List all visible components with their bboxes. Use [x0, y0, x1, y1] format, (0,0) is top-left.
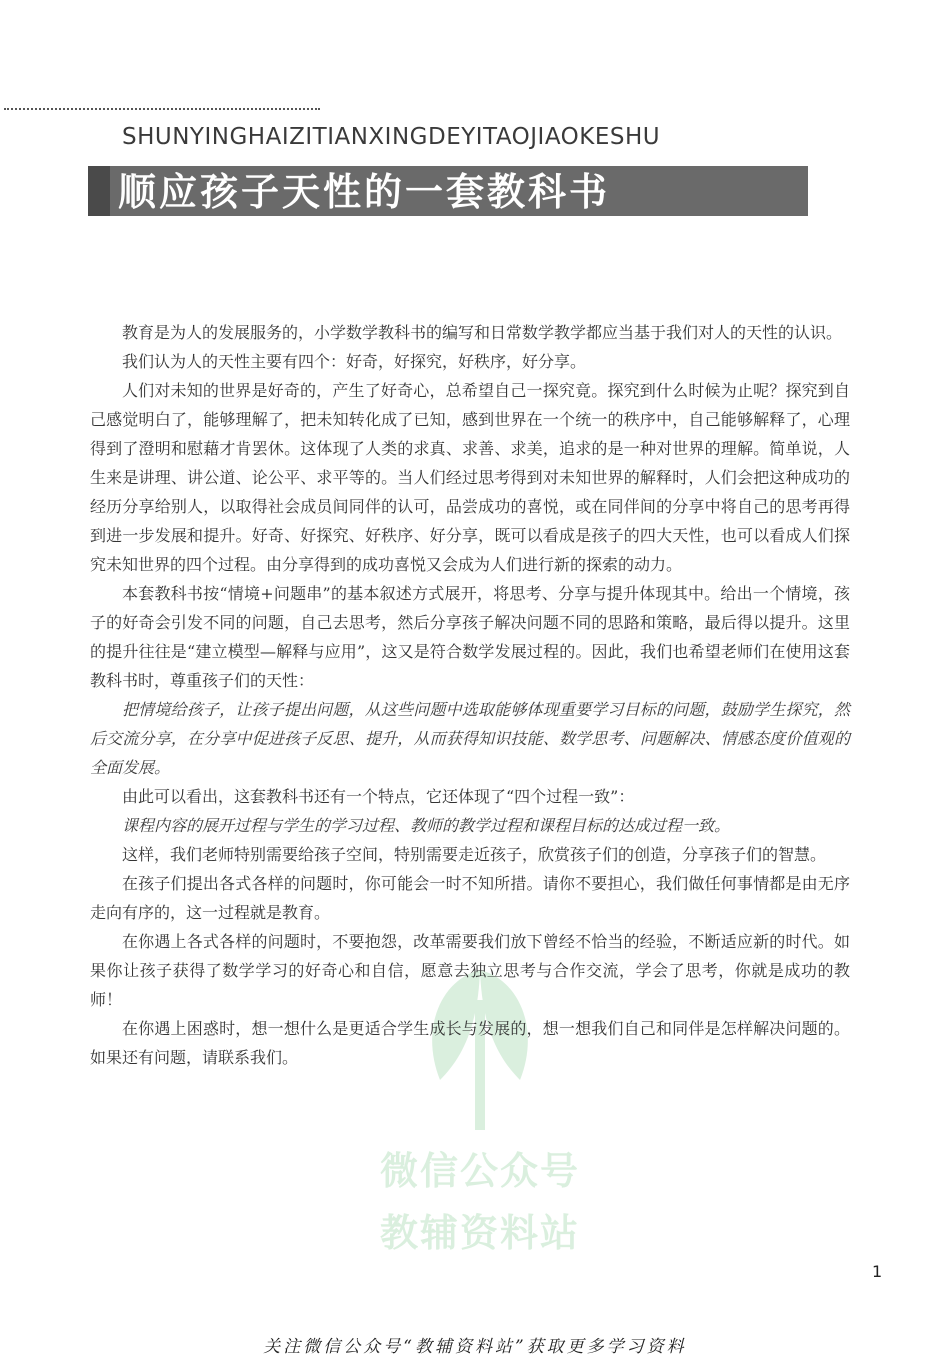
watermark-line-2: 教辅资料站 — [379, 1211, 580, 1255]
body-paragraph: 在孩子们提出各式各样的问题时，你可能会一时不知所措。请你不要担心，我们做任何事情都是由无序走向有序的，这一过程就是教育。 — [90, 874, 850, 922]
body-paragraph: 把情境给孩子，让孩子提出问题，从这些问题中选取能够体现重要学习目标的问题，鼓励学生探究，然后交流分享，在分享中促进孩子反思、提升，从而获得知识技能、数学思考、问题解决、情感态度价值观的全面发展。 — [90, 700, 850, 777]
body-paragraph: 在你遇上各式各样的问题时，不要抱怨，改革需要我们放下曾经不恰当的经验，不断适应新的时代。如果你让孩子获得了数学学习的好奇心和自信，愿意去独立思考与合作交流，学会了思考，你就是成功的教师！ — [90, 932, 850, 1009]
body-text — [90, 318, 850, 1072]
body-paragraph: 由此可以看出，这套教科书还有一个特点，它还体现了“四个过程一致”： — [122, 787, 635, 806]
body-paragraph: 我们认为人的天性主要有四个：好奇，好探究，好秩序，好分享。 — [122, 352, 587, 371]
body-paragraph: 这样，我们老师特别需要给孩子空间，特别需要走近孩子，欣赏孩子们的创造，分享孩子们的智慧。 — [122, 845, 827, 864]
body-paragraph: 本套教科书按“情境+问题串”的基本叙述方式展开，将思考、分享与提升体现其中。给出一个情境，孩子的好奇会引发不同的问题，自己去思考，然后分享孩子解决问题不同的思路和策略，最后得以提升。这里的提升往往是“建立模型—解释与应用”，这又是符合数学发展过程的。因此，我们也希望老师们在使用这套教科书时，尊重孩子们的天性： — [90, 584, 850, 690]
body-paragraph: 教育是为人的发展服务的，小学数学教科书的编写和日常数学教学都应当基于我们对人的天性的认识。 — [122, 323, 843, 342]
dotted-rule — [4, 108, 320, 110]
footer-note: 关注微信公众号“教辅资料站”获取更多学习资料 — [263, 1337, 687, 1357]
body-paragraph: 人们对未知的世界是好奇的，产生了好奇心，总希望自己一探究竟。探究到什么时候为止呢？探究到自己感觉明白了，能够理解了，把未知转化成了已知，感到世界在一个统一的秩序中，自己能够解释了，心理得到了澄明和慰藉才肯罢休。这体现了人类的求真、求善、求美，追求的是一种对世界的理解。简单说，人生来是讲理、讲公道、论公平、求平等的。当人们经过思考得到对未知世界的解释时，人们会把这种成功的经历分享给别人，以取得社会成员间同伴的认可，品尝成功的喜悦，或在同伴间的分享中将自己的思考再得到进一步发展和提升。好奇、好探究、好秩序、好分享，既可以看成是孩子的四大天性，也可以看成人们探究未知世界的四个过程。由分享得到的成功喜悦又会成为人们进行新的探索的动力。 — [90, 381, 850, 574]
title-pinyin: SHUNYINGHAIZITIANXINGDEYITAOJIAOKESHU — [122, 124, 661, 150]
body-paragraph: 在你遇上困惑时，想一想什么是更适合学生成长与发展的，想一想我们自己和同伴是怎样解决问题的。如果还有问题，请联系我们。 — [90, 1019, 850, 1067]
body-paragraph: 课程内容的展开过程与学生的学习过程、教师的教学过程和课程目标的达成过程一致。 — [122, 816, 731, 835]
watermark-line-1: 微信公众号 — [379, 1149, 580, 1193]
page-number: 1 — [872, 1262, 883, 1281]
title-bar-accent — [88, 166, 110, 216]
page-title: 顺应孩子天性的一套教科书 — [118, 169, 611, 214]
